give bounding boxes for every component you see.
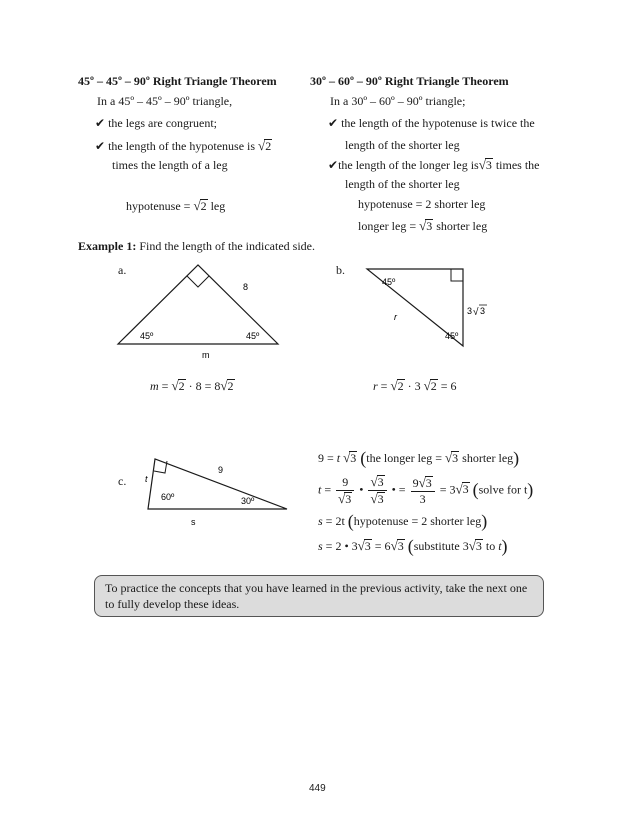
triangle-b [355, 262, 505, 362]
check-icon: ✔ [328, 116, 339, 130]
right-angle-mark [451, 269, 463, 281]
triangle-c-angle-30: 30º [241, 496, 255, 506]
sqrt-icon: √ [357, 538, 365, 553]
right-bullet-2-cont: length of the shorter leg [345, 177, 460, 191]
fraction-2: $\frac{√3}{√3}$ [368, 474, 386, 507]
sqrt-icon: √ [193, 198, 201, 213]
check-icon: ✔ [95, 139, 106, 153]
right-bullet-1-cont: length of the shorter leg [345, 138, 460, 152]
sqrt-icon: √ [343, 450, 351, 465]
fraction-1: $\frac{9}{√3}$ [336, 475, 354, 507]
left-bullet-2-cont: times the length of a leg [112, 158, 228, 172]
left-bullet-1: ✔ the legs are congruent; [95, 116, 218, 130]
sqrt-icon: √ [390, 538, 398, 553]
check-icon: ✔ [95, 116, 106, 130]
sqrt-icon: √ [370, 474, 378, 489]
example-c-line-4: s = 2 • 3√3 = 6√3 (substitute 3√3 to t) [318, 536, 508, 556]
right-formula-1: hypotenuse = 2 shorter leg [358, 197, 486, 211]
example-a-solution: m = √2 · 8 = 8√2 [150, 378, 234, 393]
triangle-a [110, 262, 300, 362]
triangle-a-side-label: 8 [243, 282, 249, 292]
left-theorem-intro: In a 45º – 45º – 90º triangle, [97, 94, 233, 108]
sqrt-icon: √ [478, 157, 486, 172]
sqrt-icon: √ [390, 378, 398, 393]
sqrt-icon: √ [468, 538, 476, 553]
left-bullet-2: ✔ the length of the hypotenuse is √2 [95, 138, 272, 153]
triangle-b-side-coef: 3 [467, 306, 473, 316]
right-bullet-1: ✔ the length of the hypotenuse is twice the [328, 116, 535, 130]
triangle-c-hyp-label: 9 [218, 465, 224, 475]
triangle-c-bottom-label: s [191, 517, 196, 527]
example-c-line-3: s = 2t (hypotenuse = 2 shorter leg) [318, 511, 488, 531]
page-number: 449 [309, 783, 326, 794]
sqrt-icon: √ [418, 474, 426, 490]
triangle-b-hyp-label: r [394, 312, 397, 322]
sqrt-icon: √ [473, 307, 479, 318]
sqrt-icon: √ [258, 138, 266, 153]
sqrt-icon: √ [455, 481, 463, 497]
right-bullet-2: ✔the length of the longer leg is√3 times the [328, 157, 540, 172]
fraction-3: $\frac{9√3}{3}$ [411, 475, 435, 507]
left-formula: hypotenuse = √2 leg [126, 198, 226, 213]
sqrt-icon: √ [220, 378, 228, 393]
sqrt-icon: √ [370, 491, 378, 506]
sqrt-icon: √ [419, 218, 427, 233]
sqrt-icon: √ [445, 450, 453, 465]
practice-note-box [94, 575, 544, 617]
right-formula-2: longer leg = √3 shorter leg [358, 218, 488, 233]
triangle-c [140, 455, 300, 530]
sqrt-icon: √ [338, 490, 346, 506]
right-angle-mark [187, 276, 209, 287]
left-theorem-title: 45º – 45º – 90º Right Triangle Theorem [78, 74, 277, 88]
sqrt-icon: √ [171, 378, 179, 393]
triangle-a-angle-right: 45º [246, 331, 260, 341]
example-b-label: b. [336, 263, 345, 277]
example-c-label: c. [118, 474, 127, 488]
triangle-c-leg-label: t [145, 474, 148, 484]
example-heading: Example 1: Find the length of the indicated side. [78, 239, 315, 253]
right-theorem-intro: In a 30º – 60º – 90º triangle; [330, 94, 466, 108]
sqrt-icon: √ [423, 378, 431, 393]
triangle-c-angle-60: 60º [161, 492, 175, 502]
example-c-line-1: 9 = t √3 (the longer leg = √3 shorter leg) [318, 448, 520, 468]
check-icon: ✔ [328, 158, 339, 172]
example-a-label: a. [118, 263, 127, 277]
right-theorem-title: 30º – 60º – 90º Right Triangle Theorem [310, 74, 509, 88]
example-b-solution: r = √2 · 3 √2 = 6 [373, 378, 457, 393]
triangle-b-angle-top: 45º [382, 277, 396, 287]
triangle-b-angle-bottom: 45º [445, 331, 459, 341]
example-c-line-2: t = $\frac{9}{√3}$ • $\frac{√3}{√3}$ • = $\frac{9√3}{3}$ = 3√3 (solve for t) [318, 474, 534, 506]
triangle-a-angle-left: 45º [140, 331, 154, 341]
practice-note-text: To practice the concepts that you have learned in the previous activity, take the next one to fully develop these ideas. [105, 581, 528, 611]
triangle-b-side-rad: 3 [480, 306, 486, 316]
triangle-a-bottom-label: m [202, 350, 210, 360]
